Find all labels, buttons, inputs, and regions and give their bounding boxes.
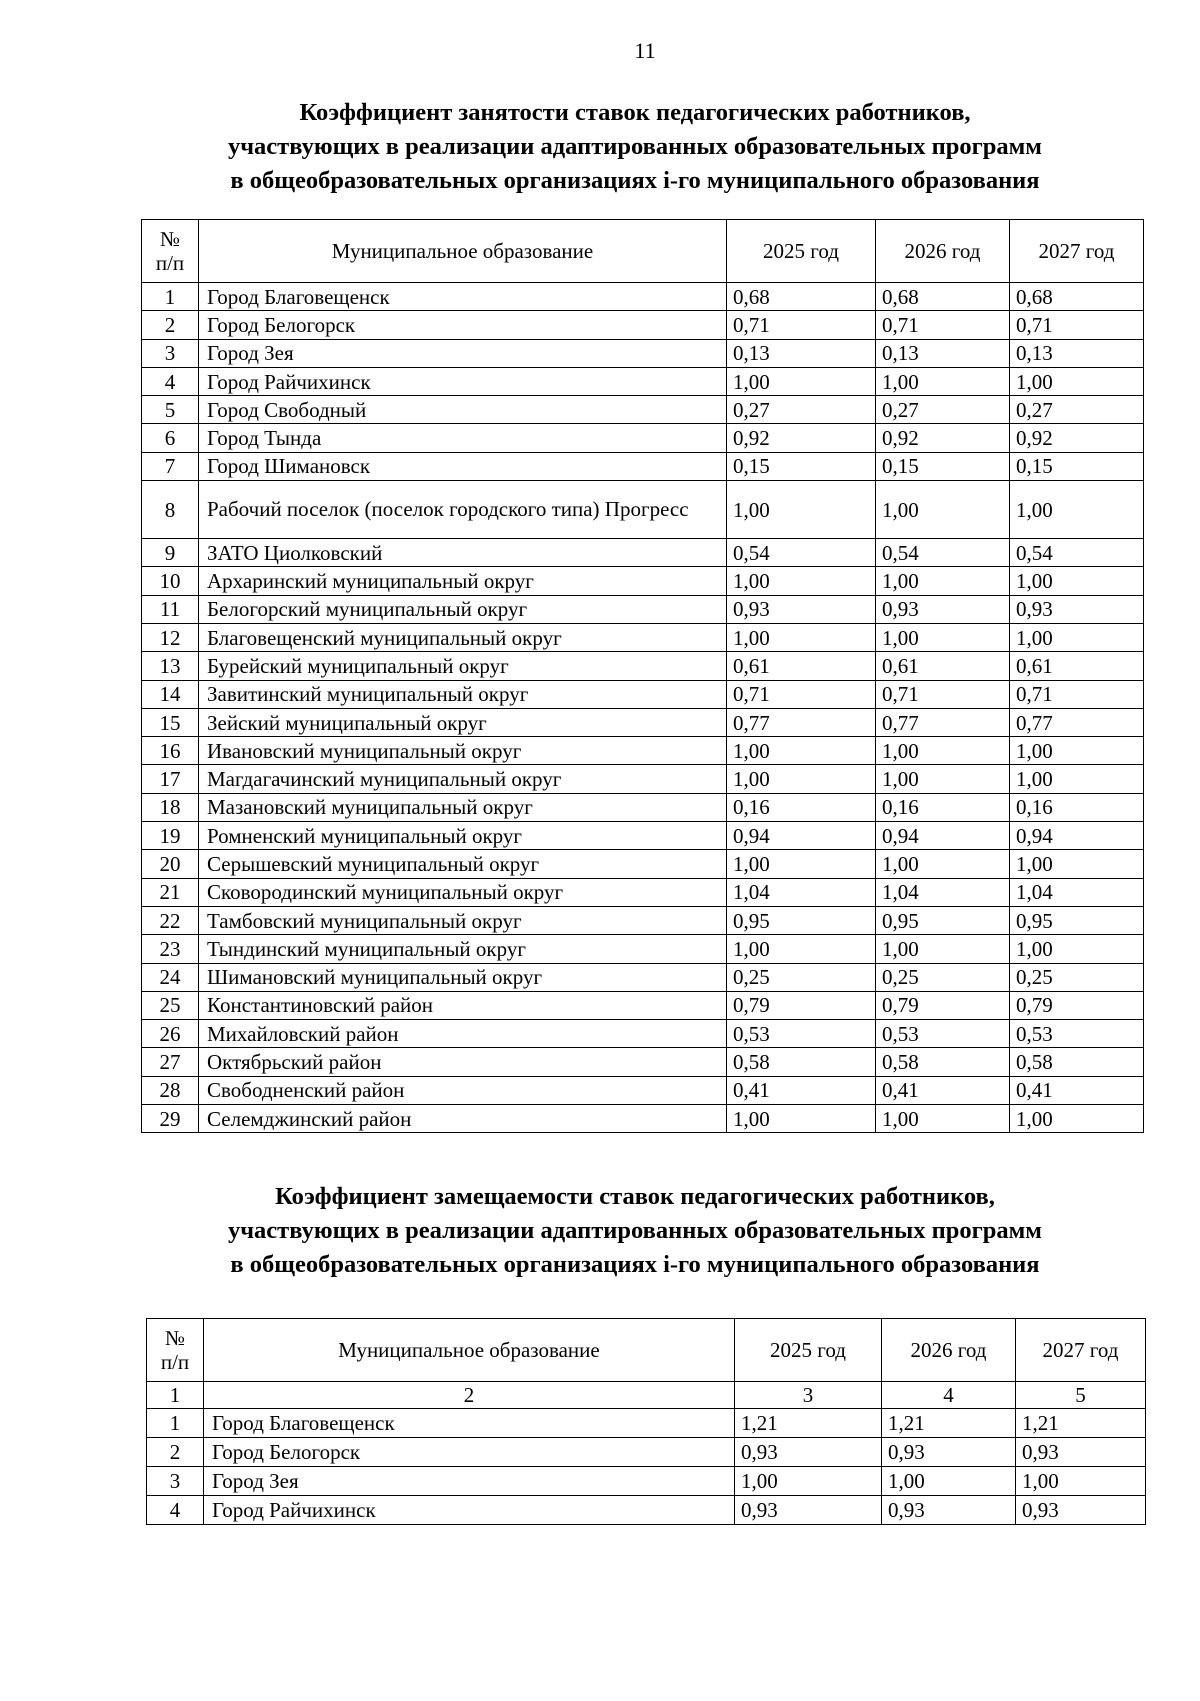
row-municipality: Сковородинский муниципальный округ (199, 878, 727, 906)
row-value-2027: 0,68 (1010, 283, 1144, 311)
row-value-2025: 1,00 (727, 367, 876, 395)
table-row (142, 339, 1144, 367)
table-header-row (147, 1319, 1146, 1382)
row-value-2025: 0,61 (727, 652, 876, 680)
row-value-2027: 1,00 (1010, 1105, 1144, 1133)
row-value-2025: 1,00 (727, 765, 876, 793)
table-2-title (130, 1180, 1140, 1282)
row-municipality: Константиновский район (199, 991, 727, 1019)
table-row (142, 1020, 1144, 1048)
header-number (147, 1319, 204, 1382)
row-value-2026: 1,00 (876, 1105, 1010, 1133)
row-number: 17 (142, 765, 199, 793)
header-municipality: Муниципальное образование (204, 1319, 735, 1382)
row-value-2027: 1,00 (1010, 481, 1144, 539)
row-municipality: Благовещенский муниципальный округ (199, 623, 727, 651)
row-value-2025: 0,93 (727, 595, 876, 623)
row-value-2025: 0,93 (735, 1496, 882, 1525)
row-municipality: Архаринский муниципальный округ (199, 567, 727, 595)
row-value-2026: 1,04 (876, 878, 1010, 906)
row-number: 20 (142, 850, 199, 878)
row-municipality: Октябрьский район (199, 1048, 727, 1076)
table-row (142, 963, 1144, 991)
header-2027: 2027 год (1010, 220, 1144, 283)
row-value-2027: 0,77 (1010, 708, 1144, 736)
table-row (142, 1048, 1144, 1076)
table-row (142, 680, 1144, 708)
row-value-2025: 0,13 (727, 339, 876, 367)
row-value-2027: 0,53 (1010, 1020, 1144, 1048)
row-municipality: Город Райчихинск (199, 367, 727, 395)
row-value-2026: 0,93 (882, 1496, 1016, 1525)
row-value-2026: 0,25 (876, 963, 1010, 991)
row-value-2025: 1,21 (735, 1409, 882, 1438)
row-number: 26 (142, 1020, 199, 1048)
row-value-2027: 1,00 (1010, 935, 1144, 963)
column-index: 1 (147, 1382, 204, 1409)
row-number: 4 (142, 367, 199, 395)
row-value-2026: 0,71 (876, 680, 1010, 708)
row-value-2025: 0,41 (727, 1076, 876, 1104)
row-value-2027: 0,93 (1016, 1496, 1146, 1525)
row-value-2026: 0,15 (876, 452, 1010, 480)
row-value-2025: 1,00 (727, 935, 876, 963)
table-row (142, 311, 1144, 339)
row-number: 12 (142, 623, 199, 651)
row-value-2026: 0,79 (876, 991, 1010, 1019)
table-row (142, 708, 1144, 736)
table-row (142, 595, 1144, 623)
row-municipality: Серышевский муниципальный округ (199, 850, 727, 878)
row-number: 18 (142, 793, 199, 821)
table-row (142, 737, 1144, 765)
table-row (147, 1438, 1146, 1467)
row-municipality: Город Благовещенск (199, 283, 727, 311)
row-value-2027: 0,93 (1010, 595, 1144, 623)
row-municipality: Белогорский муниципальный округ (199, 595, 727, 623)
row-number: 15 (142, 708, 199, 736)
row-value-2027: 0,58 (1010, 1048, 1144, 1076)
table-row (142, 822, 1144, 850)
table-row (142, 396, 1144, 424)
header-2027: 2027 год (1016, 1319, 1146, 1382)
row-value-2027: 1,00 (1010, 567, 1144, 595)
header-2025: 2025 год (727, 220, 876, 283)
row-value-2027: 0,54 (1010, 539, 1144, 567)
header-2026: 2026 год (876, 220, 1010, 283)
row-value-2027: 0,25 (1010, 963, 1144, 991)
row-value-2025: 1,04 (727, 878, 876, 906)
row-municipality: Тамбовский муниципальный округ (199, 906, 727, 934)
row-value-2025: 0,54 (727, 539, 876, 567)
row-value-2027: 1,00 (1010, 623, 1144, 651)
row-value-2027: 0,79 (1010, 991, 1144, 1019)
column-index-row (147, 1382, 1146, 1409)
row-municipality: Михайловский район (199, 1020, 727, 1048)
row-number: 2 (147, 1438, 204, 1467)
page-number: 11 (634, 38, 656, 63)
row-value-2026: 0,68 (876, 283, 1010, 311)
row-value-2026: 0,13 (876, 339, 1010, 367)
header-2025: 2025 год (735, 1319, 882, 1382)
row-value-2025: 1,00 (727, 567, 876, 595)
row-number: 5 (142, 396, 199, 424)
row-value-2026: 0,95 (876, 906, 1010, 934)
row-municipality: Город Свободный (199, 396, 727, 424)
row-number: 19 (142, 822, 199, 850)
row-value-2027: 0,61 (1010, 652, 1144, 680)
row-municipality: Город Зея (199, 339, 727, 367)
row-value-2025: 1,00 (727, 737, 876, 765)
title-line: в общеобразовательных организациях i-го муниципального образования (230, 1251, 1040, 1278)
row-value-2026: 0,93 (882, 1438, 1016, 1467)
row-municipality: Город Белогорск (199, 311, 727, 339)
row-municipality: Город Белогорск (204, 1438, 735, 1467)
column-index: 2 (204, 1382, 735, 1409)
row-number: 2 (142, 311, 199, 339)
title-line: в общеобразовательных организациях i-го муниципального образования (230, 167, 1040, 194)
row-value-2026: 0,53 (876, 1020, 1010, 1048)
row-municipality: Свободненский район (199, 1076, 727, 1104)
title-line: Коэффициент замещаемости ставок педагогических работников, (275, 1183, 995, 1210)
row-number: 9 (142, 539, 199, 567)
row-number: 25 (142, 991, 199, 1019)
table-row (142, 481, 1144, 539)
row-value-2025: 0,95 (727, 906, 876, 934)
row-value-2026: 0,93 (876, 595, 1010, 623)
table-row (142, 367, 1144, 395)
row-value-2025: 0,79 (727, 991, 876, 1019)
row-value-2026: 0,92 (876, 424, 1010, 452)
table-row (142, 850, 1144, 878)
row-value-2027: 0,15 (1010, 452, 1144, 480)
row-value-2025: 0,53 (727, 1020, 876, 1048)
row-value-2026: 1,00 (876, 850, 1010, 878)
table-row (142, 1105, 1144, 1133)
row-value-2027: 0,93 (1016, 1438, 1146, 1467)
row-number: 24 (142, 963, 199, 991)
row-value-2026: 1,21 (882, 1409, 1016, 1438)
row-value-2027: 1,00 (1010, 850, 1144, 878)
row-value-2027: 1,04 (1010, 878, 1144, 906)
table-header-row (142, 220, 1144, 283)
table-row (142, 424, 1144, 452)
row-municipality: Ромненский муниципальный округ (199, 822, 727, 850)
row-value-2026: 1,00 (876, 481, 1010, 539)
row-number: 29 (142, 1105, 199, 1133)
row-municipality: Завитинский муниципальный округ (199, 680, 727, 708)
row-municipality: Тындинский муниципальный округ (199, 935, 727, 963)
row-number: 3 (142, 339, 199, 367)
row-municipality: Рабочий поселок (поселок городского типа) Прогресс (199, 481, 727, 539)
row-value-2027: 0,92 (1010, 424, 1144, 452)
table-row (142, 793, 1144, 821)
table-row (142, 283, 1144, 311)
row-municipality: Шимановский муниципальный округ (199, 963, 727, 991)
row-value-2027: 0,71 (1010, 311, 1144, 339)
row-number: 11 (142, 595, 199, 623)
column-index: 4 (882, 1382, 1016, 1409)
row-value-2025: 0,68 (727, 283, 876, 311)
table-row (142, 652, 1144, 680)
table-row (142, 452, 1144, 480)
row-value-2025: 0,94 (727, 822, 876, 850)
table-row (142, 878, 1144, 906)
row-value-2026: 0,41 (876, 1076, 1010, 1104)
row-number: 4 (147, 1496, 204, 1525)
header-number-line1: № (164, 1326, 186, 1350)
table-1-title (130, 96, 1140, 198)
row-municipality: ЗАТО Циолковский (199, 539, 727, 567)
row-value-2027: 0,94 (1010, 822, 1144, 850)
row-number: 13 (142, 652, 199, 680)
replacement-coefficient-table (146, 1318, 1146, 1525)
table-row (147, 1496, 1146, 1525)
row-value-2025: 0,15 (727, 452, 876, 480)
row-value-2026: 0,71 (876, 311, 1010, 339)
row-value-2025: 0,92 (727, 424, 876, 452)
row-municipality: Ивановский муниципальный округ (199, 737, 727, 765)
row-number: 1 (142, 283, 199, 311)
table-row (142, 1076, 1144, 1104)
header-2026: 2026 год (882, 1319, 1016, 1382)
row-value-2026: 0,58 (876, 1048, 1010, 1076)
table-row (142, 935, 1144, 963)
row-value-2025: 0,71 (727, 311, 876, 339)
title-line: участвующих в реализации адаптированных образовательных программ (227, 1217, 1042, 1244)
row-number: 28 (142, 1076, 199, 1104)
row-value-2025: 1,00 (727, 1105, 876, 1133)
row-value-2026: 0,77 (876, 708, 1010, 736)
row-value-2027: 0,41 (1010, 1076, 1144, 1104)
row-value-2025: 1,00 (735, 1467, 882, 1496)
table-row (142, 906, 1144, 934)
row-value-2027: 1,00 (1010, 737, 1144, 765)
row-municipality: Селемджинский район (199, 1105, 727, 1133)
row-number: 14 (142, 680, 199, 708)
table-row (142, 991, 1144, 1019)
column-index: 3 (735, 1382, 882, 1409)
header-number-line1: № (159, 227, 181, 251)
row-municipality: Мазановский муниципальный округ (199, 793, 727, 821)
row-number: 23 (142, 935, 199, 963)
row-value-2026: 0,16 (876, 793, 1010, 821)
row-value-2026: 0,54 (876, 539, 1010, 567)
row-value-2025: 1,00 (727, 850, 876, 878)
row-value-2026: 0,94 (876, 822, 1010, 850)
title-line: Коэффициент занятости ставок педагогических работников, (299, 99, 971, 126)
row-value-2027: 0,71 (1010, 680, 1144, 708)
row-value-2025: 1,00 (727, 481, 876, 539)
row-number: 22 (142, 906, 199, 934)
row-value-2027: 0,27 (1010, 396, 1144, 424)
row-value-2027: 0,16 (1010, 793, 1144, 821)
row-value-2025: 0,25 (727, 963, 876, 991)
row-municipality: Магдагачинский муниципальный округ (199, 765, 727, 793)
row-value-2026: 0,27 (876, 396, 1010, 424)
row-value-2026: 1,00 (876, 935, 1010, 963)
row-value-2026: 1,00 (876, 737, 1010, 765)
row-value-2026: 1,00 (876, 765, 1010, 793)
row-value-2025: 0,58 (727, 1048, 876, 1076)
row-value-2027: 0,13 (1010, 339, 1144, 367)
row-municipality: Бурейский муниципальный округ (199, 652, 727, 680)
row-value-2027: 1,21 (1016, 1409, 1146, 1438)
employment-coefficient-table (141, 219, 1144, 1133)
row-number: 7 (142, 452, 199, 480)
table-row (142, 765, 1144, 793)
row-municipality: Город Шимановск (199, 452, 727, 480)
row-municipality: Город Зея (204, 1467, 735, 1496)
header-number-line2: п/п (160, 1350, 190, 1374)
row-value-2025: 0,71 (727, 680, 876, 708)
row-value-2026: 0,61 (876, 652, 1010, 680)
table-row (142, 539, 1144, 567)
table-row (147, 1467, 1146, 1496)
row-value-2026: 1,00 (876, 567, 1010, 595)
row-value-2027: 1,00 (1016, 1467, 1146, 1496)
row-number: 1 (147, 1409, 204, 1438)
row-value-2027: 0,95 (1010, 906, 1144, 934)
row-number: 3 (147, 1467, 204, 1496)
row-number: 27 (142, 1048, 199, 1076)
row-number: 21 (142, 878, 199, 906)
row-value-2025: 0,77 (727, 708, 876, 736)
row-number: 6 (142, 424, 199, 452)
row-value-2026: 1,00 (876, 367, 1010, 395)
row-number: 8 (142, 481, 199, 539)
row-number: 16 (142, 737, 199, 765)
header-municipality: Муниципальное образование (199, 220, 727, 283)
title-line: участвующих в реализации адаптированных образовательных программ (227, 133, 1042, 160)
row-value-2025: 1,00 (727, 623, 876, 651)
row-value-2025: 0,27 (727, 396, 876, 424)
table-row (142, 623, 1144, 651)
header-number-line2: п/п (155, 251, 185, 275)
row-value-2026: 1,00 (876, 623, 1010, 651)
table-row (147, 1409, 1146, 1438)
row-value-2026: 1,00 (882, 1467, 1016, 1496)
row-value-2025: 0,16 (727, 793, 876, 821)
row-value-2027: 1,00 (1010, 367, 1144, 395)
row-number: 10 (142, 567, 199, 595)
row-value-2025: 0,93 (735, 1438, 882, 1467)
row-municipality: Город Благовещенск (204, 1409, 735, 1438)
row-municipality: Город Тында (199, 424, 727, 452)
row-value-2027: 1,00 (1010, 765, 1144, 793)
header-number (142, 220, 199, 283)
row-municipality: Зейский муниципальный округ (199, 708, 727, 736)
column-index: 5 (1016, 1382, 1146, 1409)
table-row (142, 567, 1144, 595)
row-municipality: Город Райчихинск (204, 1496, 735, 1525)
